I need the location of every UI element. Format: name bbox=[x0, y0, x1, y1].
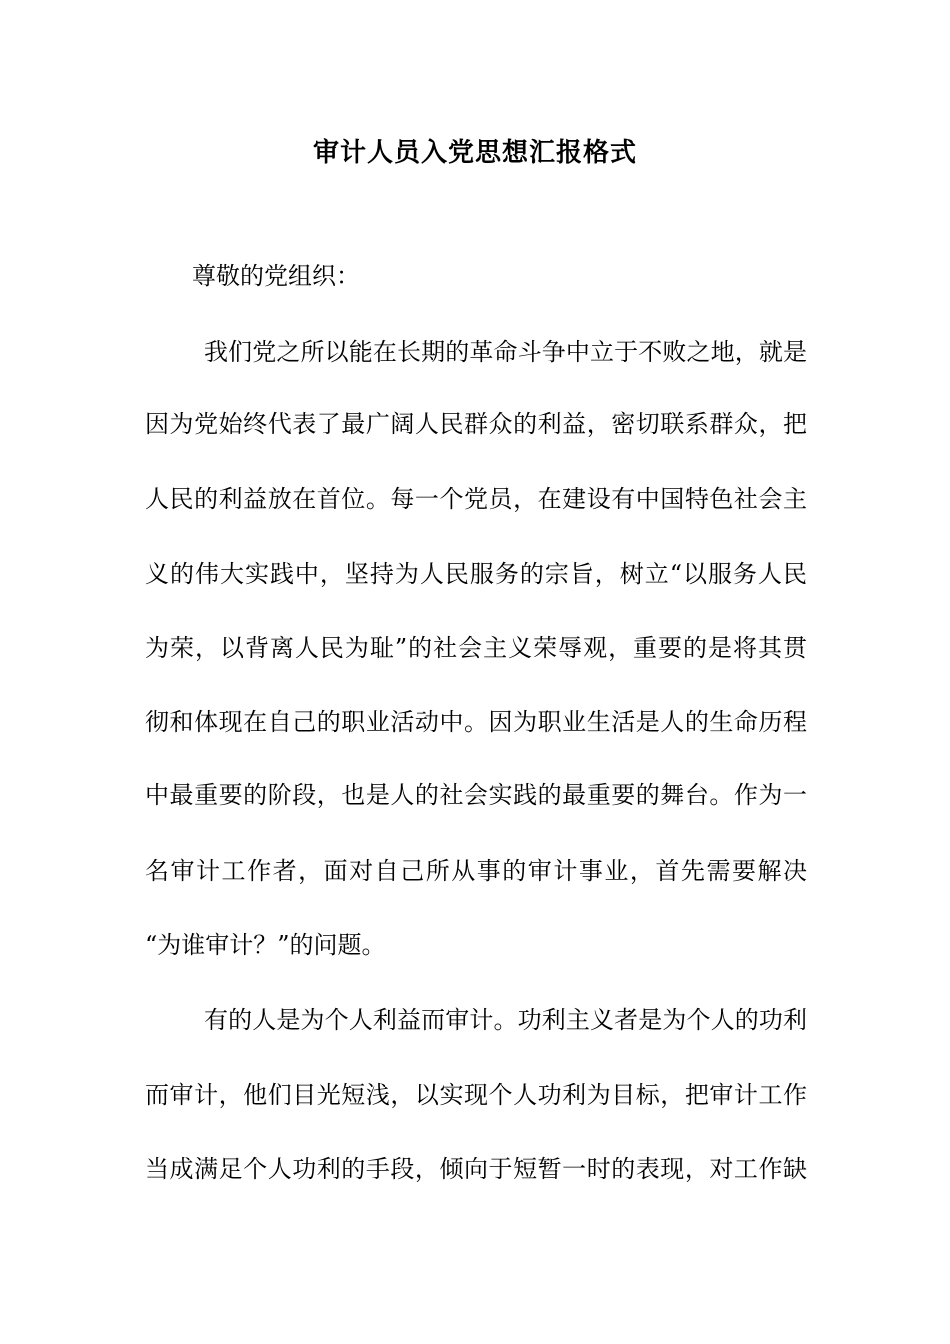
paragraph-line: “为谁审计？”的问题。 bbox=[145, 931, 386, 959]
paragraph-line: 义的伟大实践中，坚持为人民服务的宗旨，树立“以服务人民 bbox=[145, 560, 807, 588]
paragraph-line: 人民的利益放在首位。每一个党员，在建设有中国特色社会主 bbox=[145, 485, 807, 513]
paragraph-line: 中最重要的阶段，也是人的社会实践的最重要的舞台。作为一 bbox=[145, 781, 807, 809]
salutation: 尊敬的党组织： bbox=[192, 262, 360, 290]
paragraph-line: 当成满足个人功利的手段，倾向于短暂一时的表现，对工作缺 bbox=[145, 1155, 807, 1183]
document-title: 审计人员入党思想汇报格式 bbox=[312, 138, 637, 168]
paragraph-line: 有的人是为个人利益而审计。功利主义者是为个人的功利 bbox=[204, 1006, 807, 1034]
paragraph-line: 彻和体现在自己的职业活动中。因为职业生活是人的生命历程 bbox=[145, 708, 807, 736]
paragraph-line: 我们党之所以能在长期的革命斗争中立于不败之地，就是 bbox=[204, 338, 807, 366]
paragraph-line: 因为党始终代表了最广阔人民群众的利益，密切联系群众，把 bbox=[145, 410, 807, 438]
paragraph-line: 名审计工作者，面对自己所从事的审计事业，首先需要解决 bbox=[145, 857, 807, 885]
paragraph-line: 为荣，以背离人民为耻”的社会主义荣辱观，重要的是将其贯 bbox=[145, 634, 807, 662]
paragraph-line: 而审计，他们目光短浅，以实现个人功利为目标，把审计工作 bbox=[145, 1081, 807, 1109]
